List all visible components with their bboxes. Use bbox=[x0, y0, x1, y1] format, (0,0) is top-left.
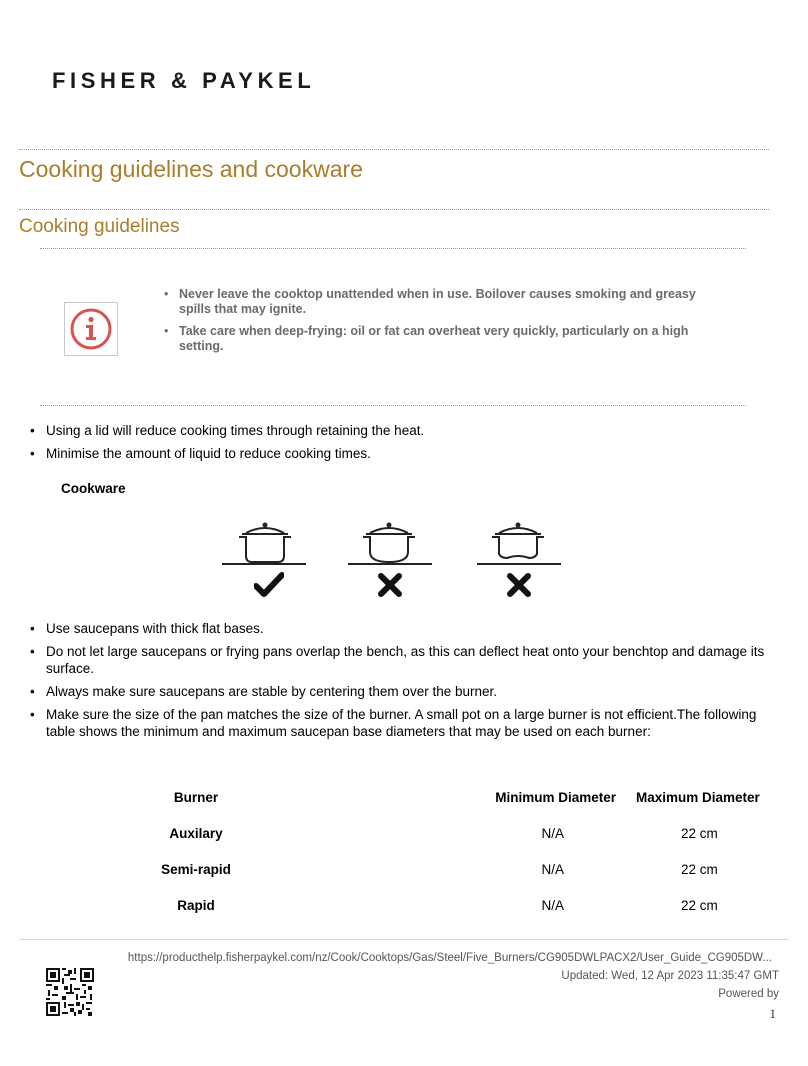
list-item: • Make sure the size of the pan matches the size of the burner. A small pot on a large burner is not efficient.The following table shows the minimum and maximum saucepan base diameters that may be used on each burner: bbox=[19, 706, 779, 740]
column-header: Maximum Diameter bbox=[636, 789, 760, 805]
cookware-list bbox=[19, 620, 779, 746]
warning-list bbox=[162, 287, 722, 361]
warning-item: • Never leave the cooktop unattended when in use. Boilover causes smoking and greasy spills that may ignite. bbox=[162, 287, 722, 317]
list-item: • Use saucepans with thick flat bases. bbox=[19, 620, 779, 637]
cookware-subheading: Cookware bbox=[61, 481, 126, 496]
table-cell: Semi-rapid bbox=[161, 861, 231, 877]
brand-logo: FISHER & PAYKEL bbox=[52, 68, 316, 93]
cross-icon bbox=[506, 572, 532, 603]
footer-updated: Updated: Wed, 12 Apr 2023 11:35:47 GMT bbox=[561, 970, 779, 982]
info-warning-icon bbox=[64, 302, 118, 356]
table-cell: N/A bbox=[541, 825, 564, 841]
table-cell: 22 cm bbox=[681, 897, 718, 913]
divider bbox=[19, 149, 769, 150]
table-cell: Auxilary bbox=[169, 825, 223, 841]
burner-diameter-table bbox=[126, 779, 776, 923]
table-cell: N/A bbox=[541, 897, 564, 913]
table-cell: N/A bbox=[541, 861, 564, 877]
section-title: Cooking guidelines bbox=[19, 216, 180, 237]
list-item: • Minimise the amount of liquid to reduce cooking times. bbox=[19, 445, 779, 462]
table-cell: 22 cm bbox=[681, 825, 718, 841]
list-item: • Do not let large saucepans or frying pans overlap the bench, as this can deflect heat onto your benchtop and damage its surface. bbox=[19, 643, 779, 677]
list-item: • Using a lid will reduce cooking times through retaining the heat. bbox=[19, 422, 779, 439]
column-header: Minimum Diameter bbox=[495, 789, 616, 805]
page-title: Cooking guidelines and cookware bbox=[19, 156, 363, 182]
table-header-row bbox=[126, 779, 776, 815]
qr-code-icon[interactable] bbox=[46, 968, 94, 1016]
footer-powered-by: Powered by bbox=[718, 988, 779, 1000]
warning-item: • Take care when deep-frying: oil or fat can overheat very quickly, particularly on a high setting. bbox=[162, 324, 722, 354]
checkmark-icon bbox=[254, 572, 284, 603]
guidelines-list bbox=[19, 422, 779, 468]
column-header: Burner bbox=[173, 789, 219, 805]
table-cell: Rapid bbox=[177, 897, 215, 913]
table-row bbox=[126, 887, 776, 923]
divider bbox=[40, 405, 746, 406]
table-row bbox=[126, 851, 776, 887]
page-number: 1 bbox=[769, 1006, 776, 1021]
footer-url[interactable]: https://producthelp.fisherpaykel.com/nz/Cook/Cooktops/Gas/Steel/Five_Burners/CG905DWLPACX2/User_Guide_CG905DW... bbox=[127, 952, 772, 964]
divider bbox=[40, 248, 746, 249]
divider bbox=[19, 209, 769, 210]
table-row bbox=[126, 815, 776, 851]
list-item: • Always make sure saucepans are stable by centering them over the burner. bbox=[19, 683, 779, 700]
table-cell: 22 cm bbox=[681, 861, 718, 877]
cross-icon bbox=[377, 572, 403, 603]
footer-divider bbox=[19, 939, 789, 940]
